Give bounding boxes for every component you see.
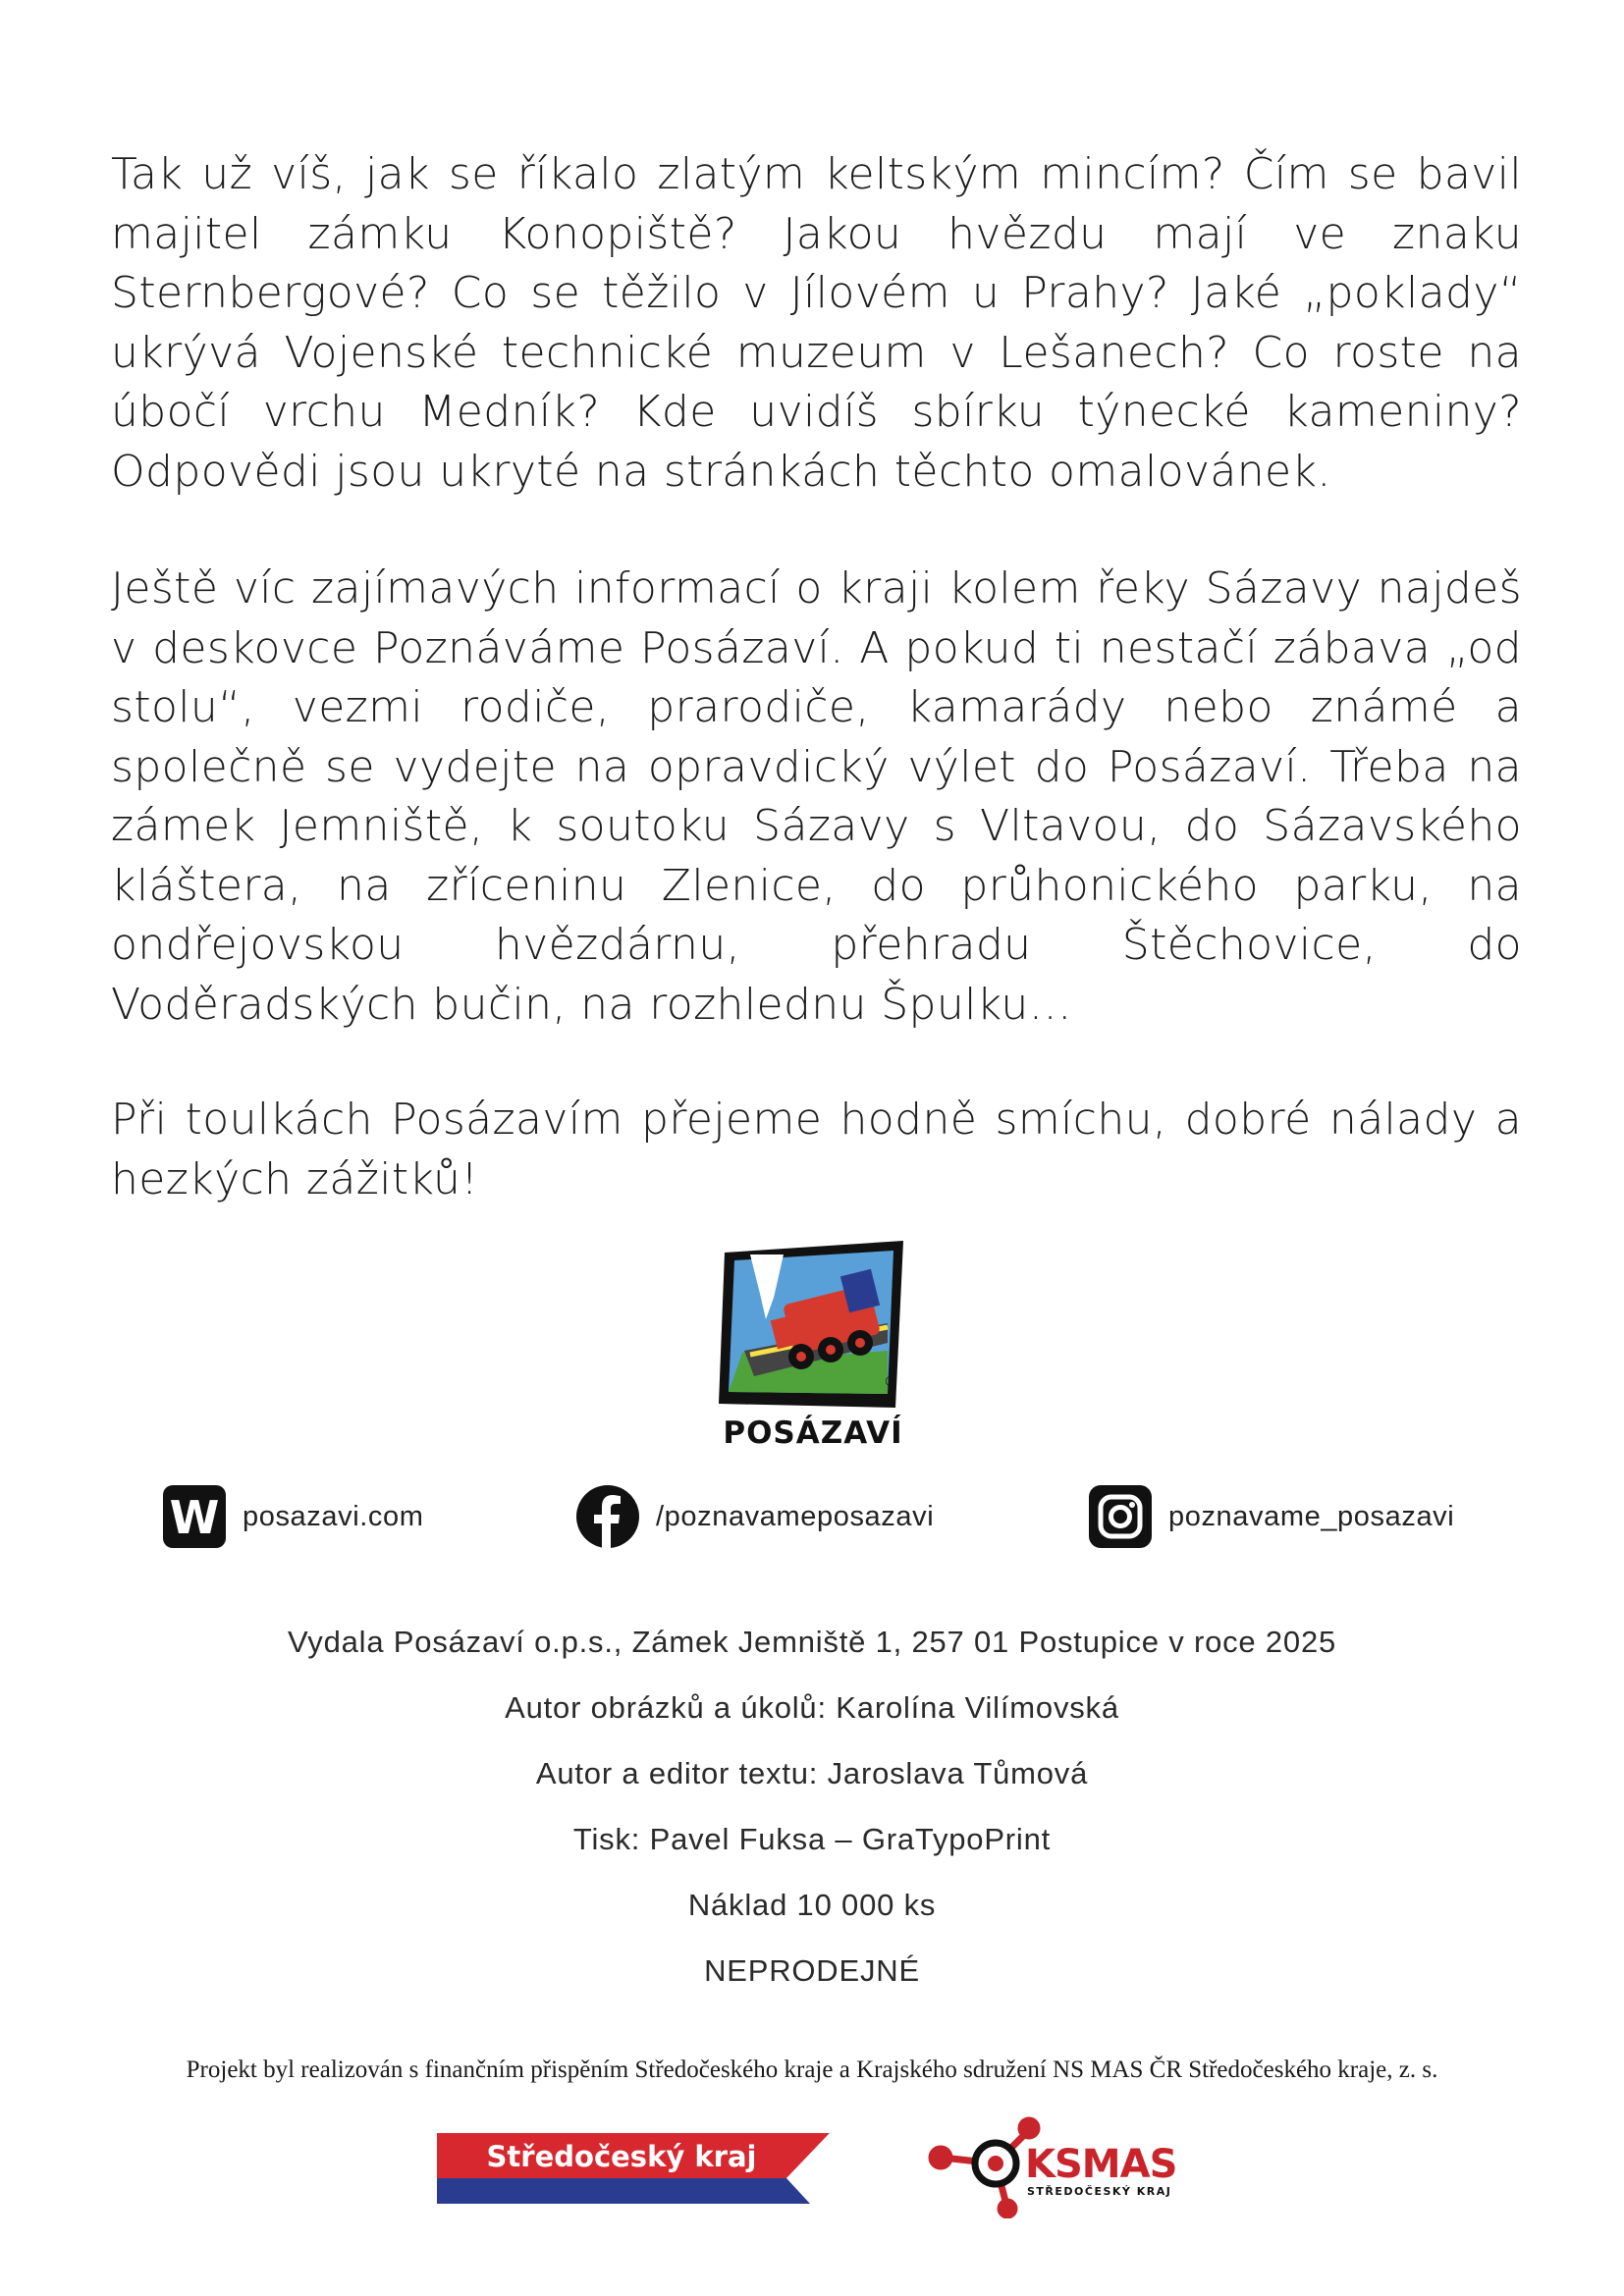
circulation-line: Náklad 10 000 ks	[687, 1888, 937, 1922]
stredocesky-kraj-logo	[437, 2133, 830, 2204]
registered-mark: ®	[884, 1374, 897, 1390]
facebook-handle: /poznavameposazavi	[656, 1500, 935, 1532]
illustrator-line: Autor obrázků a úkolů: Karolína Vilímovská	[505, 1690, 1119, 1725]
print-line: Tisk: Pavel Fuksa – GraTypoPrint	[572, 1822, 1052, 1856]
ksmas-logo	[923, 2110, 1198, 2218]
project-funding-note: Projekt byl realizován s finančním přispěním Středočeského kraje a Krajského sdružení NS MAS ČR Středočeského kraje, z. s.	[186, 2056, 1438, 2083]
closing-paragraph: Při toulkách Posázavím přejeme hodně smíchu, dobré nálady a hezkých zážitků!	[111, 1095, 1522, 1204]
instagram-handle: poznavame_posazavi	[1168, 1500, 1455, 1532]
intro-paragraph: Tak už víš, jak se říkalo zlatým keltským mincím? Čím se bavil majitel zámku Konopiště? Jakou hvězdu mají ve znaku Sternbergové? Co se těžilo v Jílovém u Prahy? Jaké „poklady“ ukrývá Vojenské technické muzeum v Lešanech? Co roste na úbočí vrchu Medník? Kde uvidíš sbírku týnecké kameniny? Odpovědi jsou ukryté na stránkách těchto omalovánek.	[111, 149, 1522, 497]
text-author-line: Autor a editor textu: Jaroslava Tůmová	[535, 1756, 1089, 1790]
posazavi-logo	[715, 1235, 911, 1453]
ksmas-wordmark: KSMAS	[1025, 2142, 1177, 2187]
instagram-link[interactable]	[1088, 1484, 1454, 1549]
trips-paragraph: Ještě víc zajímavých informací o kraji kolem řeky Sázavy najdeš v deskovce Poznáváme Posázaví. A pokud ti nestačí zábava „od stolu“, vezmi rodiče, prarodiče, kamarády nebo známé a společně se vydejte na opravdický výlet do Posázaví. Třeba na zámek Jemniště, k soutoku Sázavy s Vltavou, do Sázavského kláštera, na zříceninu Zlenice, do průhonického parku, na ondřejovskou hvězdárnu, přehradu Štěchovice, do Voděradských bučin, na rozhlednu Špulku…	[111, 563, 1522, 1030]
ksmas-subtitle: STŘEDOČESKÝ KRAJ	[1027, 2185, 1172, 2198]
instagram-icon	[1088, 1484, 1153, 1549]
stredocesky-kraj-text: Středočeský kraj	[486, 2140, 757, 2173]
web-w-icon	[162, 1484, 227, 1549]
facebook-link[interactable]	[575, 1484, 934, 1549]
posazavi-wordmark: POSÁZAVÍ	[723, 1415, 903, 1451]
publisher-line: Vydala Posázaví o.p.s., Zámek Jemniště 1, 257 01 Postupice v roce 2025	[287, 1625, 1337, 1659]
facebook-icon	[575, 1484, 640, 1549]
website-link[interactable]	[162, 1484, 424, 1549]
svg-text:W: W	[169, 1491, 220, 1544]
not-for-sale-line: NEPRODEJNÉ	[704, 1953, 920, 1988]
website-url: posazavi.com	[243, 1500, 424, 1532]
